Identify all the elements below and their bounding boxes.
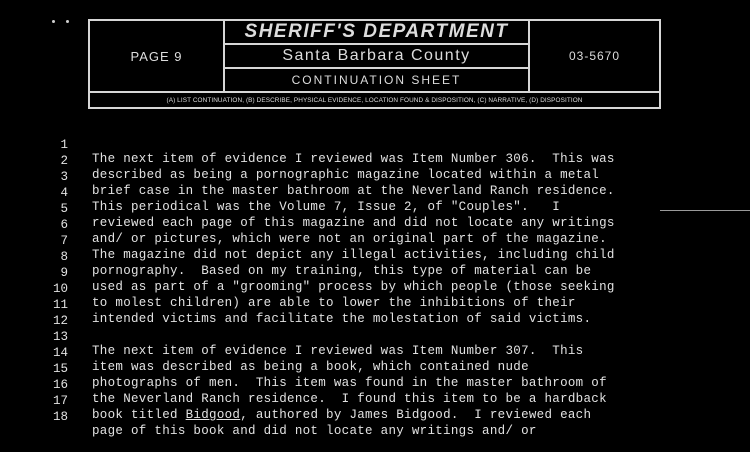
case-number: 03-5670 — [528, 21, 659, 93]
line-text: This periodical was the Volume 7, Issue 2, of "Couples". I — [92, 200, 561, 214]
line-text: to molest children) are able to lower the inhibitions of their — [92, 296, 576, 310]
sheet-type: CONTINUATION SHEET — [225, 69, 528, 93]
book-title-underlined: Bidgood — [185, 408, 241, 422]
line-text: used as part of a "grooming" process by which people (those seeking — [92, 280, 615, 294]
form-header — [88, 19, 661, 109]
line-text: page of this book and did not locate any writings and/ or — [92, 424, 537, 438]
line-number: 18 — [52, 410, 68, 424]
line-text: reviewed each page of this magazine and did not locate any writings — [92, 216, 615, 230]
line-text: the Neverland Ranch residence. I found this item to be a hardback — [92, 392, 607, 406]
text-line — [50, 124, 750, 166]
line-number: 4 — [60, 186, 68, 200]
line-text: photographs of men. This item was found in the master bathroom of — [92, 376, 607, 390]
line-number: 14 — [52, 346, 68, 360]
line-text-before: book titled — [92, 408, 186, 422]
page-number: PAGE 9 — [90, 21, 225, 93]
line-text: and/ or pictures, which were not an original part of the magazine. — [92, 232, 607, 246]
line-text: intended victims and facilitate the molestation of said victims. — [92, 312, 592, 326]
line-number: 11 — [52, 298, 68, 312]
line-number: 7 — [60, 234, 68, 248]
line-number: 8 — [60, 250, 68, 264]
line-text: The magazine did not depict any illegal activities, including child — [92, 248, 615, 262]
department-title: SHERIFF'S DEPARTMENT — [225, 21, 528, 45]
line-number: 2 — [60, 154, 68, 168]
line-text: pornography. Based on my training, this type of material can be — [92, 264, 592, 278]
form-legend: (A) LIST CONTINUATION, (B) DESCRIBE, PHYSICAL EVIDENCE, LOCATION FOUND & DISPOSITION, (C) NARRATIVE, (D) DISPOSITION — [166, 96, 583, 104]
line-text: The next item of evidence I reviewed was Item Number 307. This — [92, 344, 584, 358]
line-number: 13 — [52, 330, 68, 344]
county-name: Santa Barbara County — [225, 45, 528, 69]
line-text: described as being a pornographic magazine located within a metal — [92, 168, 600, 182]
scan-speck — [52, 20, 55, 23]
line-text-after: , authored by James Bidgood. I reviewed each — [240, 408, 592, 422]
line-number: 5 — [60, 202, 68, 216]
line-number: 15 — [52, 362, 68, 376]
line-text: The next item of evidence I reviewed was Item Number 306. This was — [92, 152, 615, 166]
line-number: 16 — [52, 378, 68, 392]
line-number: 6 — [60, 218, 68, 232]
scan-speck — [66, 20, 69, 23]
line-number: 1 — [60, 138, 68, 152]
line-text: brief case in the master bathroom at the Neverland Ranch residence. — [92, 184, 615, 198]
line-number: 10 — [52, 282, 68, 296]
line-number: 9 — [60, 266, 68, 280]
line-number: 17 — [52, 394, 68, 408]
line-text: item was described as being a book, which contained nude — [92, 360, 529, 374]
line-number: 3 — [60, 170, 68, 184]
line-number: 12 — [52, 314, 68, 328]
